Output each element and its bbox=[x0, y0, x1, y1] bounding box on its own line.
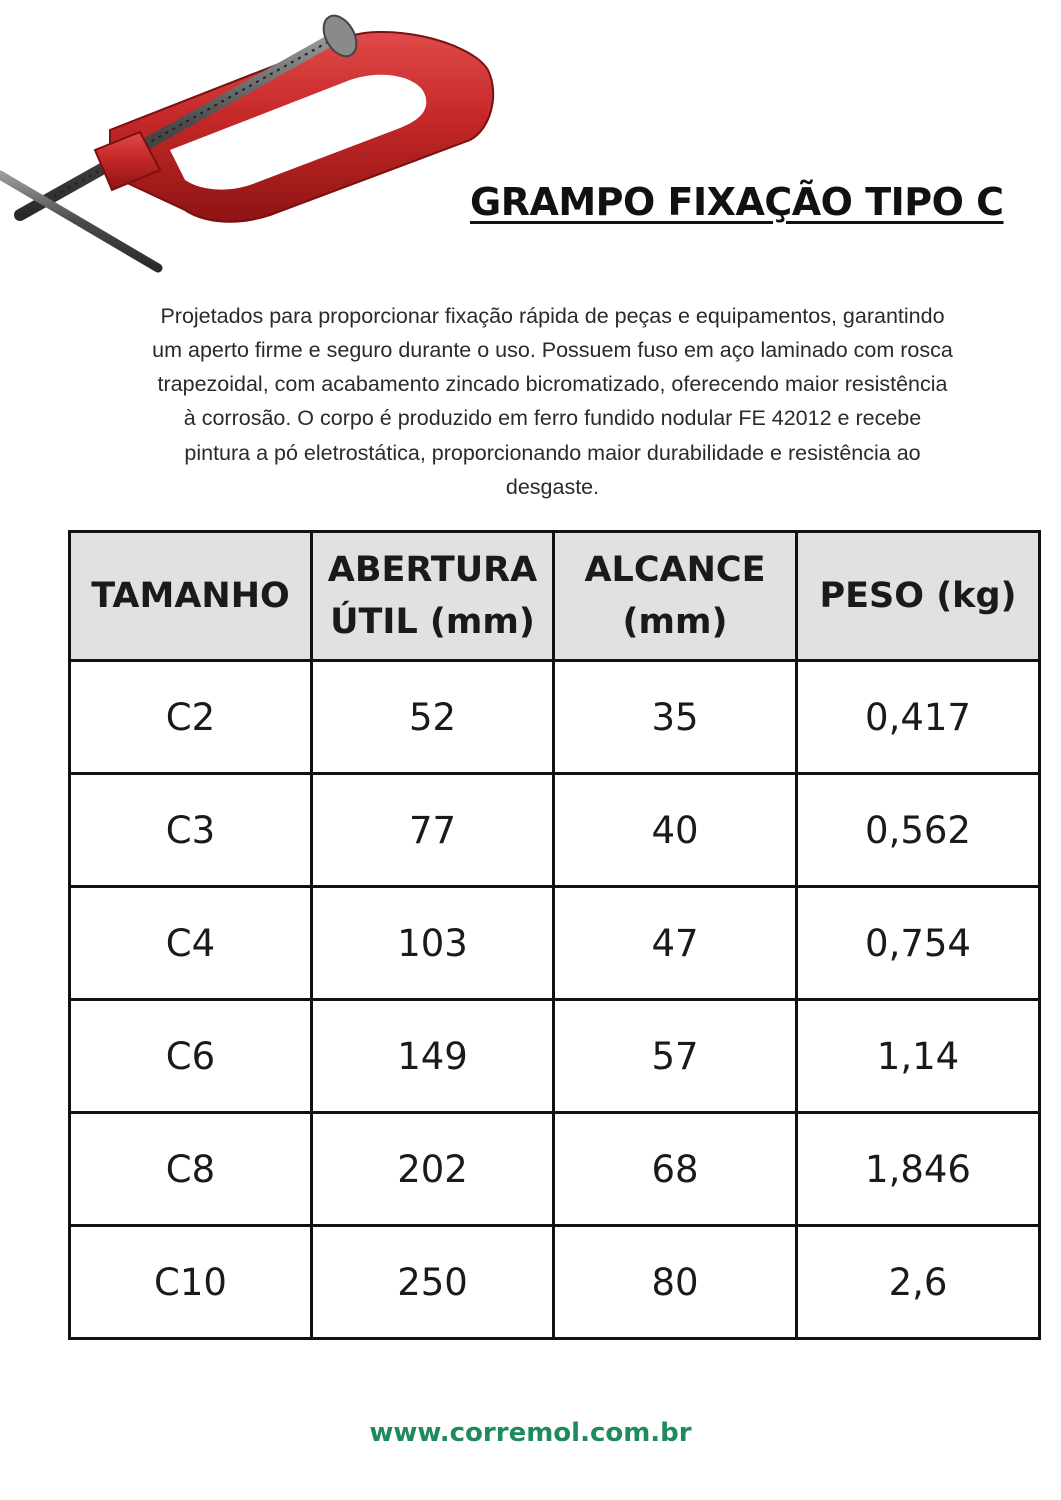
table-row bbox=[70, 1000, 1040, 1113]
cell-opening: 202 bbox=[312, 1113, 554, 1226]
header-reach-line2: (mm) bbox=[622, 602, 728, 642]
header-opening-line2: ÚTIL (mm) bbox=[330, 602, 535, 642]
header-weight bbox=[797, 532, 1040, 661]
cell-size: C8 bbox=[70, 1113, 312, 1226]
cell-reach: 35 bbox=[554, 661, 797, 774]
cell-reach: 68 bbox=[554, 1113, 797, 1226]
cell-size: C4 bbox=[70, 887, 312, 1000]
header-opening bbox=[312, 532, 554, 661]
cell-size: C3 bbox=[70, 774, 312, 887]
cell-weight: 0,754 bbox=[797, 887, 1040, 1000]
cell-size: C2 bbox=[70, 661, 312, 774]
cell-reach: 80 bbox=[554, 1226, 797, 1339]
table-row bbox=[70, 661, 1040, 774]
cell-size: C10 bbox=[70, 1226, 312, 1339]
specification-table bbox=[68, 530, 1041, 1340]
table-row bbox=[70, 887, 1040, 1000]
cell-weight: 1,846 bbox=[797, 1113, 1040, 1226]
cell-weight: 2,6 bbox=[797, 1226, 1040, 1339]
table-row bbox=[70, 1113, 1040, 1226]
header-size-label: TAMANHO bbox=[91, 575, 290, 616]
cell-opening: 149 bbox=[312, 1000, 554, 1113]
cell-size: C6 bbox=[70, 1000, 312, 1113]
header-reach-line1: ALCANCE bbox=[584, 549, 766, 590]
table-header-row bbox=[70, 532, 1040, 661]
cell-opening: 250 bbox=[312, 1226, 554, 1339]
product-description: Projetados para proporcionar fixação rápida de peças e equipamentos, garantindo um aperto firme e seguro durante o uso. Possuem fuso em aço laminado com rosca trapezoidal, com acabamento zincado bicromatizado, oferecendo maior resistência à corrosão. O corpo é produzido em ferro fundido nodular FE 42012 e recebe pintura a pó eletrostática, proporcionando maior durabilidade e resistência ao desgaste. bbox=[152, 303, 953, 499]
header-opening-line1: ABERTURA bbox=[327, 549, 538, 590]
header-size bbox=[70, 532, 312, 661]
header-weight-label: PESO (kg) bbox=[819, 575, 1017, 616]
website-link[interactable]: www.corremol.com.br bbox=[369, 1418, 692, 1448]
cell-reach: 47 bbox=[554, 887, 797, 1000]
cell-opening: 52 bbox=[312, 661, 554, 774]
page-title: GRAMPO FIXAÇÃO TIPO C bbox=[470, 180, 1004, 225]
cell-weight: 1,14 bbox=[797, 1000, 1040, 1113]
cell-weight: 0,562 bbox=[797, 774, 1040, 887]
cell-reach: 40 bbox=[554, 774, 797, 887]
table-row bbox=[70, 774, 1040, 887]
table-row bbox=[70, 1226, 1040, 1339]
cell-opening: 77 bbox=[312, 774, 554, 887]
c-clamp-icon bbox=[0, 0, 500, 290]
cell-weight: 0,417 bbox=[797, 661, 1040, 774]
cell-opening: 103 bbox=[312, 887, 554, 1000]
cell-reach: 57 bbox=[554, 1000, 797, 1113]
header-reach bbox=[554, 532, 797, 661]
